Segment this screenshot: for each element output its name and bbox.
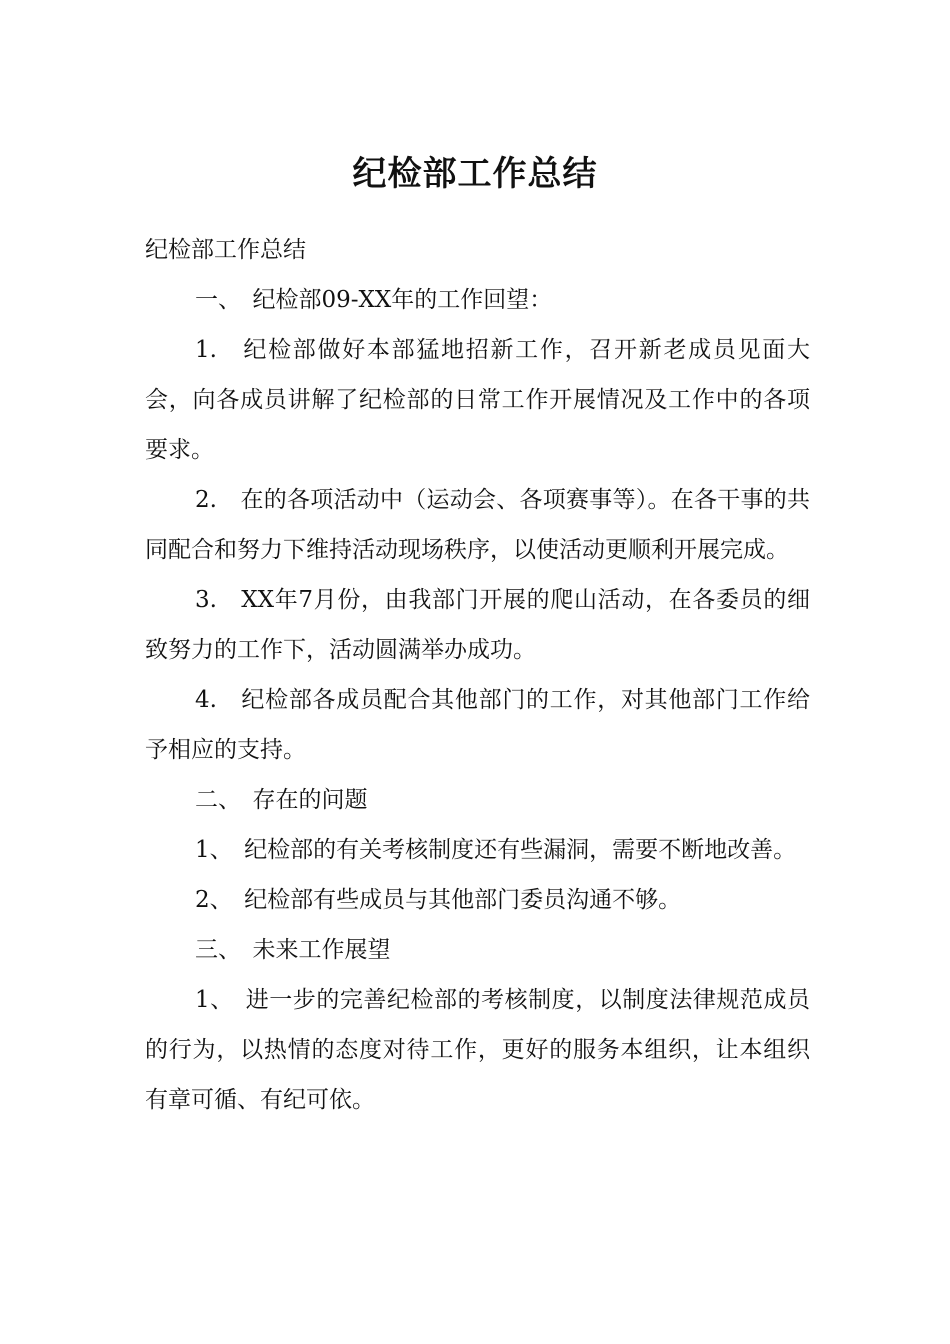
paragraph-subtitle: 纪检部工作总结 [145, 237, 306, 263]
paragraph-item-1-3: 3. XX年7月份，由我部门开展的爬山活动，在各委员的细致努力的工作下，活动圆满举办成功。 [145, 587, 810, 663]
document-body [145, 225, 810, 1125]
paragraph-item-1-2: 2. 在的各项活动中（运动会、各项赛事等）。在各干事的共同配合和努力下维持活动现场秩序，以使活动更顺利开展完成。 [145, 487, 810, 563]
paragraph-item-2-1: 1、 纪检部的有关考核制度还有些漏洞，需要不断地改善。 [195, 837, 797, 863]
paragraph-item-1-1: 1. 纪检部做好本部猛地招新工作，召开新老成员见面大会，向各成员讲解了纪检部的日常工作开展情况及工作中的各项要求。 [145, 337, 810, 463]
paragraph-item-1-4: 4. 纪检部各成员配合其他部门的工作，对其他部门工作给予相应的支持。 [145, 687, 810, 763]
paragraph-item-2-2: 2、 纪检部有些成员与其他部门委员沟通不够。 [195, 887, 682, 913]
paragraph-section-1-heading: 一、 纪检部09-XX年的工作回望： [195, 287, 553, 313]
document-title: 纪检部工作总结 [352, 153, 598, 194]
paragraph-section-2-heading: 二、 存在的问题 [195, 787, 368, 813]
paragraph-section-3-heading: 三、 未来工作展望 [195, 937, 391, 963]
paragraph-item-3-1: 1、 进一步的完善纪检部的考核制度，以制度法律规范成员的行为，以热情的态度对待工作，更好的服务本组织，让本组织有章可循、有纪可依。 [145, 987, 810, 1113]
